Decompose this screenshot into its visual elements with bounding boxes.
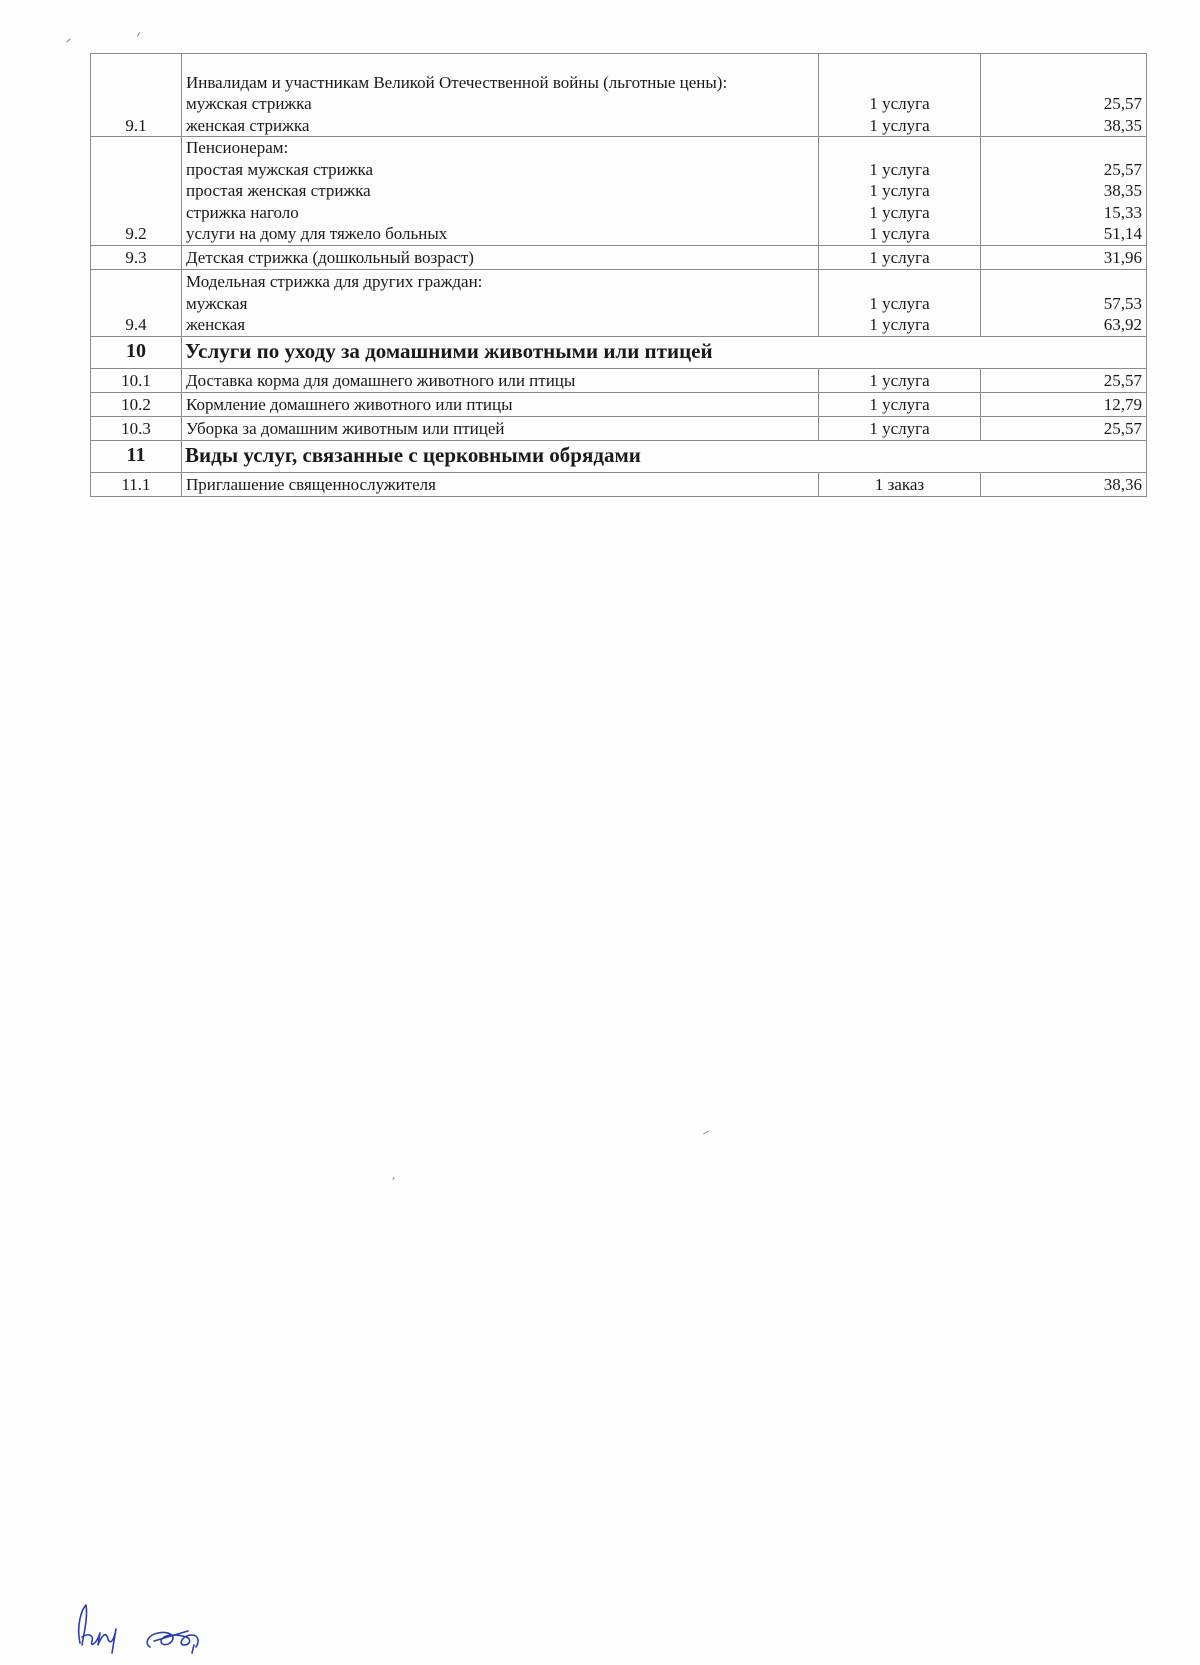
unit-value: 1 услуга: [819, 392, 981, 416]
table-row: [91, 368, 1147, 392]
unit-cell: [819, 269, 981, 336]
group-heading: Инвалидам и участникам Великой Отечественной войны (льготные цены):: [186, 72, 728, 92]
unit-value: 1 услуга: [869, 115, 930, 135]
price-cell: [981, 269, 1147, 336]
row-number: 9.4: [91, 269, 182, 336]
scan-speck: [66, 38, 70, 42]
unit-cell: [819, 137, 981, 246]
unit-value: 1 услуга: [819, 416, 981, 440]
unit-value: 1 заказ: [819, 472, 981, 496]
unit-value: 1 услуга: [869, 94, 930, 113]
section-title: Виды услуг, связанные с церковными обрядами: [182, 440, 1147, 472]
price-value: 38,35: [1103, 115, 1142, 135]
service-name: Уборка за домашним животным или птицей: [182, 416, 819, 440]
service-item: услуги на дому для тяжело больных: [186, 224, 448, 243]
price-value: 25,57: [1103, 159, 1142, 179]
service-name: [182, 54, 819, 137]
service-name: Приглашение священнослужителя: [182, 472, 819, 496]
service-item: женская: [186, 315, 246, 334]
price-cell: [981, 54, 1147, 137]
price-value: 38,35: [1103, 181, 1142, 200]
service-item: женская стрижка: [186, 115, 310, 135]
price-value: 63,92: [1103, 315, 1142, 334]
table-row: [91, 416, 1147, 440]
table-row: [91, 137, 1147, 246]
unit-cell: [819, 54, 981, 137]
unit-value: 1 услуга: [819, 368, 981, 392]
price-value: 25,57: [981, 368, 1147, 392]
service-name: Детская стрижка (дошкольный возраст): [182, 245, 819, 269]
section-header-row: [91, 336, 1147, 368]
row-number: 10.1: [91, 368, 182, 392]
price-value: 51,14: [1103, 224, 1142, 243]
row-number: 10.3: [91, 416, 182, 440]
service-name: Доставка корма для домашнего животного или птицы: [182, 368, 819, 392]
service-item: мужская: [186, 293, 248, 313]
section-header-row: [91, 440, 1147, 472]
handwritten-signatures: [68, 1595, 218, 1655]
price-value: 57,53: [1103, 293, 1142, 313]
price-table: [90, 53, 1147, 497]
group-heading: Пенсионерам:: [186, 138, 289, 157]
price-value: 25,57: [981, 416, 1147, 440]
unit-value: 1 услуга: [869, 159, 930, 179]
price-value: 15,33: [1103, 202, 1142, 222]
table-row: [91, 392, 1147, 416]
unit-value: 1 услуга: [869, 315, 930, 334]
service-item: мужская стрижка: [186, 94, 312, 113]
service-item: простая мужская стрижка: [186, 159, 374, 179]
price-cell: [981, 137, 1147, 246]
service-item: стрижка наголо: [186, 202, 299, 222]
service-name: [182, 137, 819, 246]
scan-speck: [703, 1131, 709, 1135]
service-name: [182, 269, 819, 336]
table-row: [91, 472, 1147, 496]
unit-value: 1 услуга: [869, 181, 930, 200]
unit-value: 1 услуга: [869, 224, 930, 243]
price-value: 12,79: [981, 392, 1147, 416]
scan-speck: [137, 32, 140, 37]
table-row: [91, 269, 1147, 336]
group-heading: Модельная стрижка для других граждан:: [186, 272, 483, 291]
row-number: 11.1: [91, 472, 182, 496]
service-name: Кормление домашнего животного или птицы: [182, 392, 819, 416]
row-number: 9.2: [91, 137, 182, 246]
scan-speck: [392, 1177, 394, 1180]
section-title: Услуги по уходу за домашними животными или птицей: [182, 336, 1147, 368]
unit-value: 1 услуга: [869, 202, 930, 222]
row-number: 9.1: [91, 54, 182, 137]
section-number: 11: [91, 440, 182, 472]
unit-value: 1 услуга: [819, 245, 981, 269]
table-row: [91, 54, 1147, 137]
row-number: 9.3: [91, 245, 182, 269]
price-value: 38,36: [981, 472, 1147, 496]
price-value: 31,96: [981, 245, 1147, 269]
row-number: 10.2: [91, 392, 182, 416]
section-number: 10: [91, 336, 182, 368]
table-row: [91, 245, 1147, 269]
service-item: простая женская стрижка: [186, 181, 371, 200]
unit-value: 1 услуга: [869, 293, 930, 313]
price-value: 25,57: [1103, 94, 1142, 113]
